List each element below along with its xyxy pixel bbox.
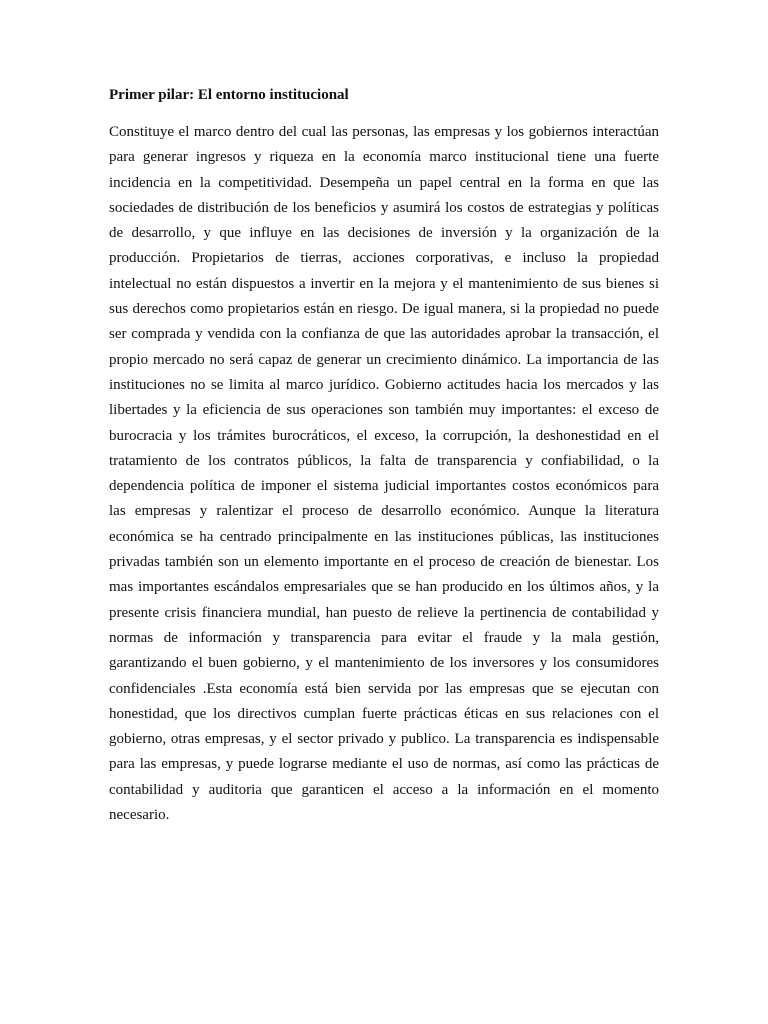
paragraph-line: tratamiento de los contratos públicos, la falta de transparencia y confiabilidad, o la [109, 452, 659, 469]
paragraph-line: para las empresas, y puede lograrse mediante el uso de normas, así como las prácticas de [109, 756, 659, 773]
paragraph-line: necesario. [109, 807, 170, 824]
paragraph-line: mas importantes escándalos empresariales que se han producido en los últimos años, y la [109, 579, 659, 596]
paragraph-line: sus derechos como propietarios están en riesgo. De igual manera, si la propiedad no puede [109, 301, 659, 318]
paragraph-line: económica se ha centrado principalmente en las instituciones públicas, las instituciones [109, 528, 659, 545]
paragraph-line: sociedades de distribución de los beneficios y asumirá los costos de estrategias y políticas [109, 199, 659, 216]
paragraph-line: de desarrollo, y que influye en las decisiones de inversión y la organización de la [109, 225, 659, 242]
paragraph-line: presente crisis financiera mundial, han puesto de relieve la pertinencia de contabilidad y [109, 604, 659, 621]
paragraph-line: honestidad, que los directivos cumplan fuerte prácticas éticas en sus relaciones con el [109, 705, 659, 722]
paragraph-line: para generar ingresos y riqueza en la economía marco institucional tiene una fuerte [109, 149, 659, 166]
paragraph-line: confidenciales .Esta economía está bien servida por las empresas que se ejecutan con [109, 680, 659, 697]
paragraph-line: normas de información y transparencia para evitar el fraude y la mala gestión, [109, 629, 659, 646]
paragraph-line: incidencia en la competitividad. Desempeña un papel central en la forma en que las [109, 174, 659, 191]
paragraph-line: producción. Propietarios de tierras, acciones corporativas, e incluso la propiedad [109, 250, 659, 267]
section-heading: Primer pilar: El entorno institucional [109, 87, 349, 103]
paragraph-line: las empresas y ralentizar el proceso de desarrollo económico. Aunque la literatura [109, 503, 659, 520]
paragraph-line: gobierno, otras empresas, y el sector privado y publico. La transparencia es indispensable [109, 731, 659, 748]
paragraph-line: garantizando el buen gobierno, y el mantenimiento de los inversores y los consumidores [109, 655, 659, 672]
body-paragraph [109, 120, 659, 828]
paragraph-line: dependencia política de imponer el sistema judicial importantes costos económicos para [109, 478, 659, 495]
paragraph-line: burocracia y los trámites burocráticos, el exceso, la corrupción, la deshonestidad en el [109, 427, 659, 444]
paragraph-line: instituciones no se limita al marco jurídico. Gobierno actitudes hacia los mercados y las [109, 376, 659, 393]
paragraph-line: propio mercado no será capaz de generar un crecimiento dinámico. La importancia de las [109, 351, 659, 368]
paragraph-line: ser comprada y vendida con la confianza de que las autoridades aprobar la transacción, el [109, 326, 659, 343]
paragraph-line: libertades y la eficiencia de sus operaciones son también muy importantes: el exceso de [109, 402, 659, 419]
paragraph-line: privadas también son un elemento importante en el proceso de creación de bienestar. Los [109, 554, 659, 571]
paragraph-line: intelectual no están dispuestos a invertir en la mejora y el mantenimiento de sus bienes si [109, 275, 659, 292]
paragraph-line: contabilidad y auditoria que garanticen el acceso a la información en el momento [109, 781, 659, 798]
paragraph-line: Constituye el marco dentro del cual las personas, las empresas y los gobiernos interactúan [109, 124, 659, 140]
